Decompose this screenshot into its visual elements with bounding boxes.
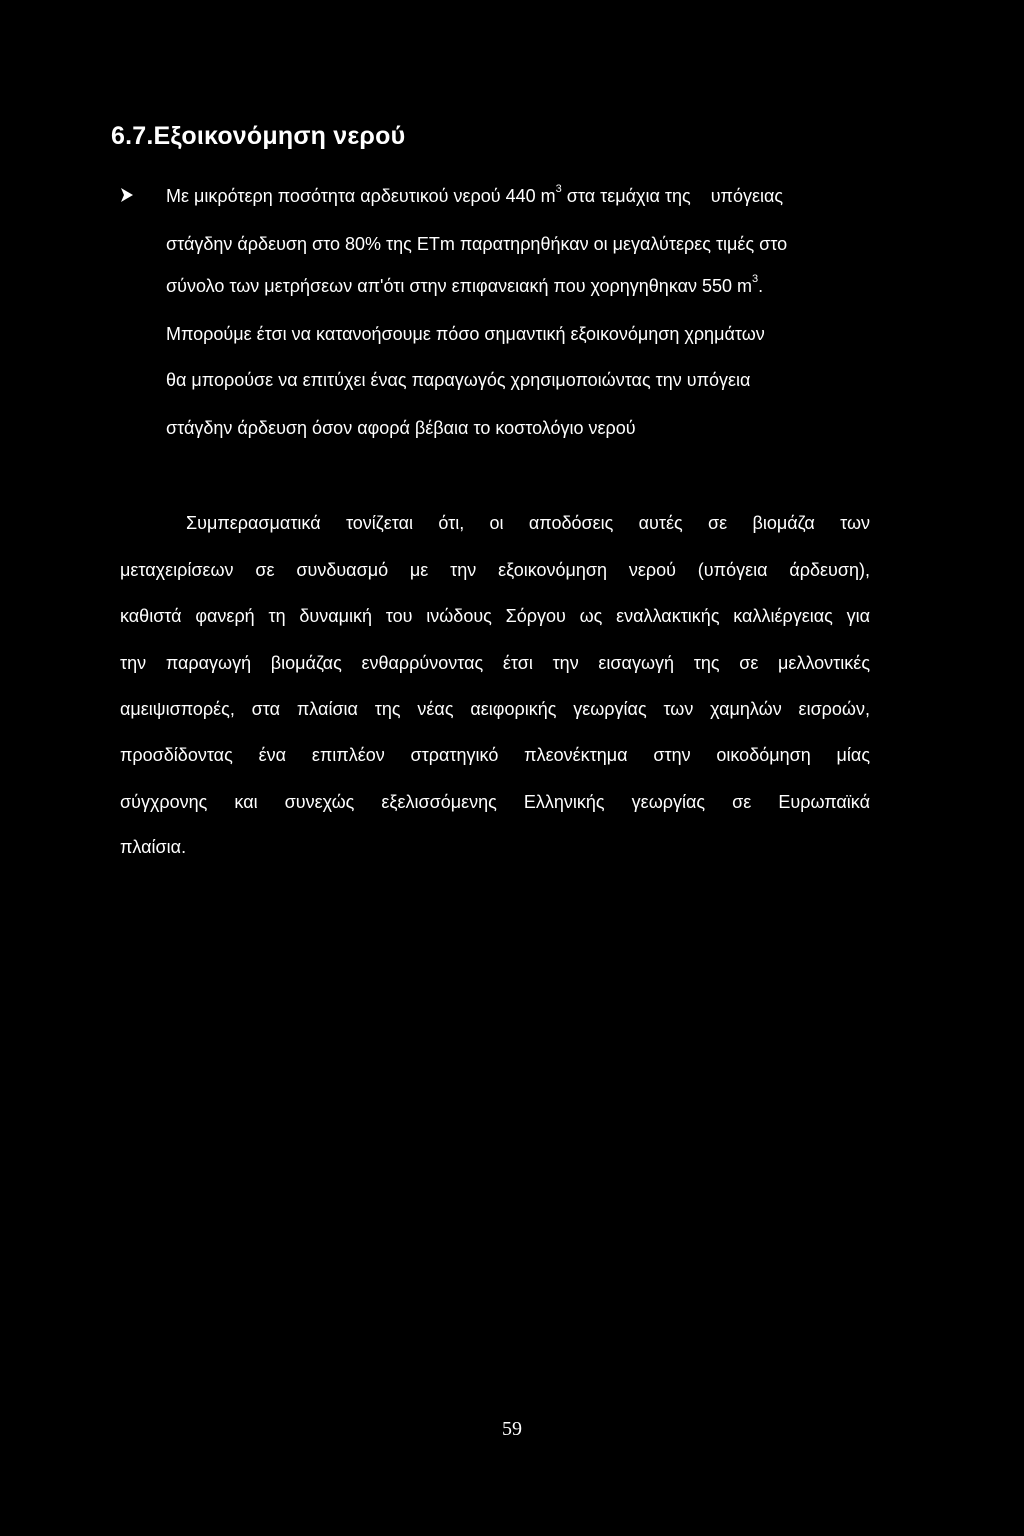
text-run: Με μικρότερη ποσότητα αρδευτικού νερού 440 m <box>166 186 556 206</box>
bullet-line-5: θα μπορούσε να επιτύχει ένας παραγωγός χρησιμοποιώντας την υπόγεια <box>166 370 751 390</box>
conclusion-line: Συμπερασματικά τονίζεται ότι, οι αποδόσεις αυτές σε βιομάζα των <box>186 513 870 533</box>
bullet-line-2: στάγδην άρδευση στο 80% της ETm παρατηρηθήκαν οι μεγαλύτερες τιμές στο <box>166 234 788 254</box>
arrowhead-bullet-icon <box>120 186 134 204</box>
bullet-line-1 <box>166 176 783 216</box>
text-run: . <box>758 276 764 296</box>
conclusion-line: προσδίδοντας ένα επιπλέον στρατηγικό πλεονέκτημα στην οικοδόμηση μίας <box>120 745 870 765</box>
conclusion-line: αμειψισπορές, στα πλαίσια της νέας αειφορικής γεωργίας των χαμηλών εισροών, <box>120 699 870 719</box>
superscript: 3 <box>555 183 562 195</box>
bullet-line-3 <box>166 266 763 306</box>
conclusion-line: πλαίσια. <box>120 837 187 857</box>
superscript: 3 <box>752 273 759 285</box>
conclusion-line: καθιστά φανερή τη δυναμική του ινώδους Σόργου ως εναλλακτικής καλλιέργειας για <box>120 606 870 626</box>
bullet-line-4: Μπορούμε έτσι να κατανοήσουμε πόσο σημαντική εξοικονόμηση χρημάτων <box>166 324 765 344</box>
conclusion-line: την παραγωγή βιομάζας ενθαρρύνοντας έτσι την εισαγωγή της σε μελλοντικές <box>120 653 870 673</box>
bullet-line-6: στάγδην άρδευση όσον αφορά βέβαια το κοστολόγιο νερού <box>166 418 636 438</box>
text-run: σύνολο των μετρήσεων απ'ότι στην επιφανειακή που χορηγηθηκαν 550 m <box>166 276 753 296</box>
section-heading: 6.7.Εξοικονόμηση νερού <box>111 122 406 150</box>
conclusion-line: μεταχειρίσεων σε συνδυασμό με την εξοικονόμηση νερού (υπόγεια άρδευση), <box>120 560 870 580</box>
page-number: 59 <box>502 1418 522 1440</box>
conclusion-line: σύγχρονης και συνεχώς εξελισσόμενης Ελληνικής γεωργίας σε Ευρωπαϊκά <box>120 792 870 812</box>
text-run: στα τεμάχια της υπόγειας <box>561 186 784 206</box>
